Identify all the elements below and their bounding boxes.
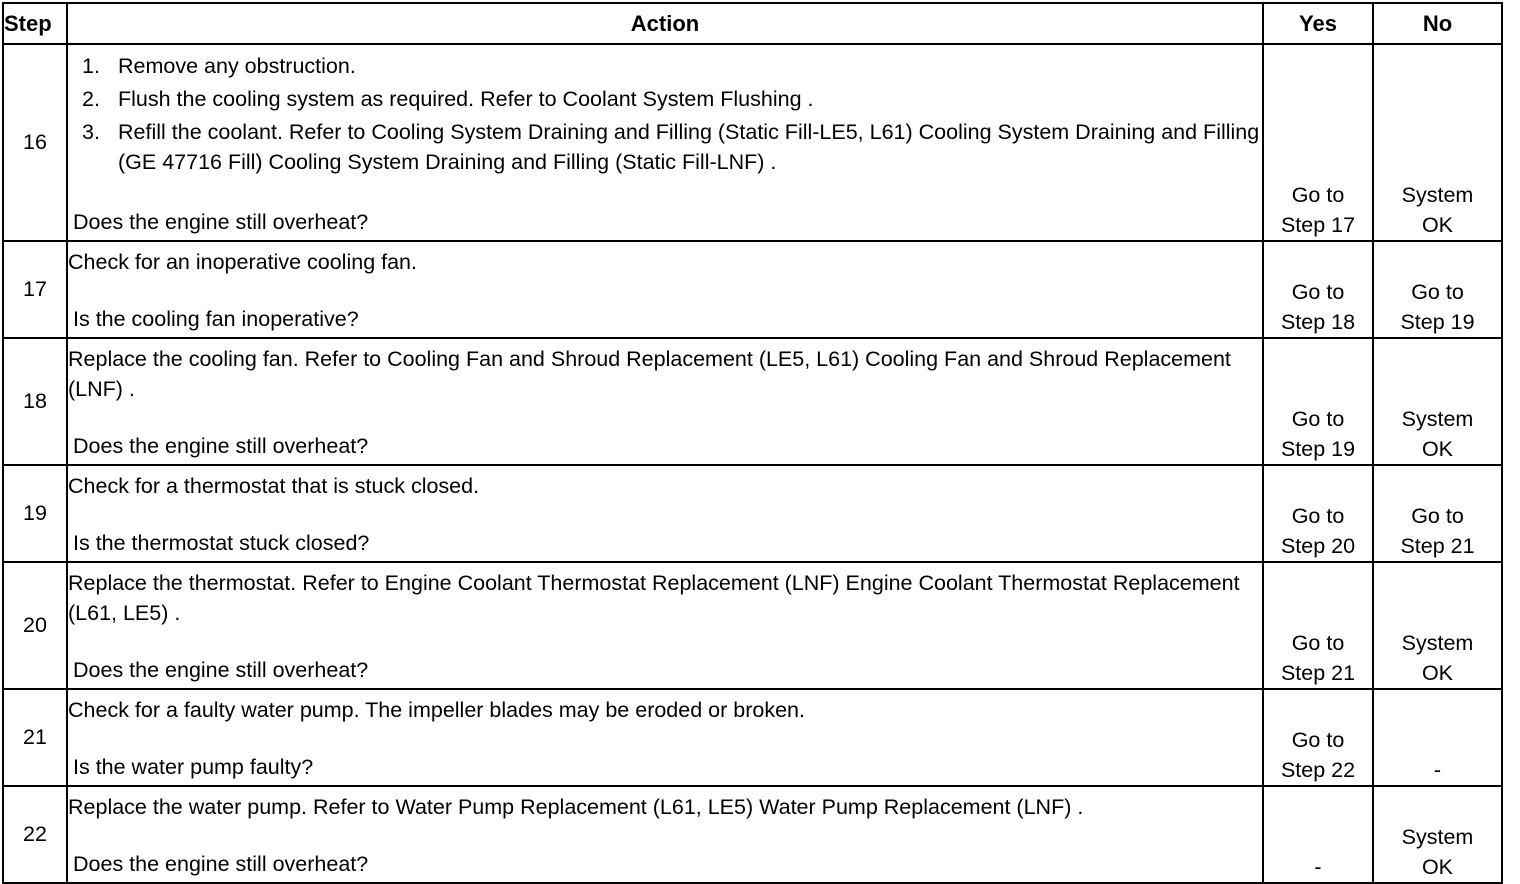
table-row bbox=[3, 786, 1502, 883]
yes-line-1: Go to bbox=[1291, 407, 1345, 431]
instruction-text: Check for a faulty water pump. The impeller blades may be eroded or broken. bbox=[68, 698, 805, 722]
yes-line-2: - bbox=[1314, 855, 1322, 879]
no-line-1: System bbox=[1401, 825, 1474, 849]
list-item bbox=[68, 84, 1262, 114]
header-row bbox=[3, 3, 1502, 44]
list-text: Remove any obstruction. bbox=[118, 54, 356, 78]
list-number: 1. bbox=[82, 54, 100, 78]
action-cell bbox=[67, 786, 1263, 883]
procedure-list bbox=[68, 51, 1262, 177]
header-no: No bbox=[1373, 3, 1502, 44]
list-item bbox=[68, 117, 1262, 177]
list-number: 2. bbox=[82, 87, 100, 111]
no-cell bbox=[1373, 562, 1502, 689]
question-text: Does the engine still overheat? bbox=[73, 658, 369, 682]
question-text: Is the cooling fan inoperative? bbox=[73, 307, 359, 331]
action-cell bbox=[67, 562, 1263, 689]
yes-line-1: Go to bbox=[1291, 280, 1345, 304]
yes-cell bbox=[1263, 689, 1373, 786]
no-cell bbox=[1373, 338, 1502, 465]
no-line-1: Go to bbox=[1411, 280, 1464, 304]
question-text: Does the engine still overheat? bbox=[73, 852, 369, 876]
list-text: Flush the cooling system as required. Refer to Coolant System Flushing . bbox=[118, 87, 814, 111]
yes-line-2: Step 19 bbox=[1280, 437, 1356, 461]
header-yes: Yes bbox=[1263, 3, 1373, 44]
header-step: Step bbox=[3, 3, 67, 44]
yes-cell bbox=[1263, 786, 1373, 883]
step-number: 17 bbox=[3, 241, 67, 338]
table-row bbox=[3, 689, 1502, 786]
no-line-1: System bbox=[1401, 183, 1474, 207]
action-cell bbox=[67, 689, 1263, 786]
instruction-text: Replace the water pump. Refer to Water Pump Replacement (L61, LE5) Water Pump Replacement (LNF) . bbox=[68, 795, 1084, 819]
no-line-2: OK bbox=[1421, 661, 1454, 685]
action-cell bbox=[67, 338, 1263, 465]
no-line-2: Step 19 bbox=[1400, 310, 1475, 334]
header-action: Action bbox=[67, 3, 1263, 44]
no-line-1: Go to bbox=[1411, 504, 1464, 528]
no-line-1: System bbox=[1401, 631, 1474, 655]
yes-line-2: Step 18 bbox=[1280, 310, 1356, 334]
instruction-text: Replace the cooling fan. Refer to Cooling Fan and Shroud Replacement (LE5, L61) Cooling Fan and Shroud Replacement (LNF) . bbox=[68, 347, 1231, 401]
no-line-2: - bbox=[1433, 758, 1442, 782]
no-cell bbox=[1373, 786, 1502, 883]
yes-line-1: Go to bbox=[1291, 631, 1345, 655]
list-item bbox=[68, 51, 1262, 81]
no-line-2: OK bbox=[1421, 437, 1454, 461]
question-text: Is the water pump faulty? bbox=[73, 755, 314, 779]
yes-cell bbox=[1263, 241, 1373, 338]
no-line-2: Step 21 bbox=[1400, 534, 1475, 558]
yes-line-1: Go to bbox=[1291, 728, 1345, 752]
table-row bbox=[3, 241, 1502, 338]
no-line-2: OK bbox=[1421, 855, 1454, 879]
yes-line-2: Step 20 bbox=[1280, 534, 1356, 558]
table-row bbox=[3, 338, 1502, 465]
yes-line-2: Step 22 bbox=[1280, 758, 1356, 782]
yes-line-1: Go to bbox=[1291, 504, 1345, 528]
question-text: Is the thermostat stuck closed? bbox=[73, 531, 370, 555]
yes-cell bbox=[1263, 44, 1373, 241]
no-line-2: OK bbox=[1421, 213, 1454, 237]
yes-line-2: Step 21 bbox=[1280, 661, 1356, 685]
diagnostic-table bbox=[2, 2, 1503, 884]
table-row bbox=[3, 465, 1502, 562]
step-number: 21 bbox=[3, 689, 67, 786]
yes-line-1: Go to bbox=[1291, 183, 1345, 207]
action-cell bbox=[67, 44, 1263, 241]
step-number: 19 bbox=[3, 465, 67, 562]
step-number: 16 bbox=[3, 44, 67, 241]
yes-cell bbox=[1263, 465, 1373, 562]
action-cell bbox=[67, 241, 1263, 338]
no-cell bbox=[1373, 465, 1502, 562]
instruction-text: Replace the thermostat. Refer to Engine Coolant Thermostat Replacement (LNF) Engine Coolant Thermostat Replacement (L61, LE5) . bbox=[68, 571, 1240, 625]
list-number: 3. bbox=[82, 120, 100, 144]
no-cell bbox=[1373, 44, 1502, 241]
yes-line-2: Step 17 bbox=[1280, 213, 1356, 237]
step-number: 22 bbox=[3, 786, 67, 883]
no-line-1: System bbox=[1401, 407, 1474, 431]
question-text: Does the engine still overheat? bbox=[73, 210, 369, 234]
instruction-text: Check for an inoperative cooling fan. bbox=[68, 250, 417, 274]
table-row bbox=[3, 44, 1502, 241]
no-cell bbox=[1373, 689, 1502, 786]
question-text: Does the engine still overheat? bbox=[73, 434, 369, 458]
yes-cell bbox=[1263, 562, 1373, 689]
table-row bbox=[3, 562, 1502, 689]
step-number: 18 bbox=[3, 338, 67, 465]
action-cell bbox=[67, 465, 1263, 562]
yes-cell bbox=[1263, 338, 1373, 465]
instruction-text: Check for a thermostat that is stuck closed. bbox=[68, 474, 480, 498]
no-cell bbox=[1373, 241, 1502, 338]
step-number: 20 bbox=[3, 562, 67, 689]
list-text: Refill the coolant. Refer to Cooling System Draining and Filling (Static Fill-LE5, L61) Cooling System Draining and Filling (GE 47716 Fill) Cooling System Draining and Filling (Static Fill-LNF) . bbox=[118, 120, 1260, 174]
